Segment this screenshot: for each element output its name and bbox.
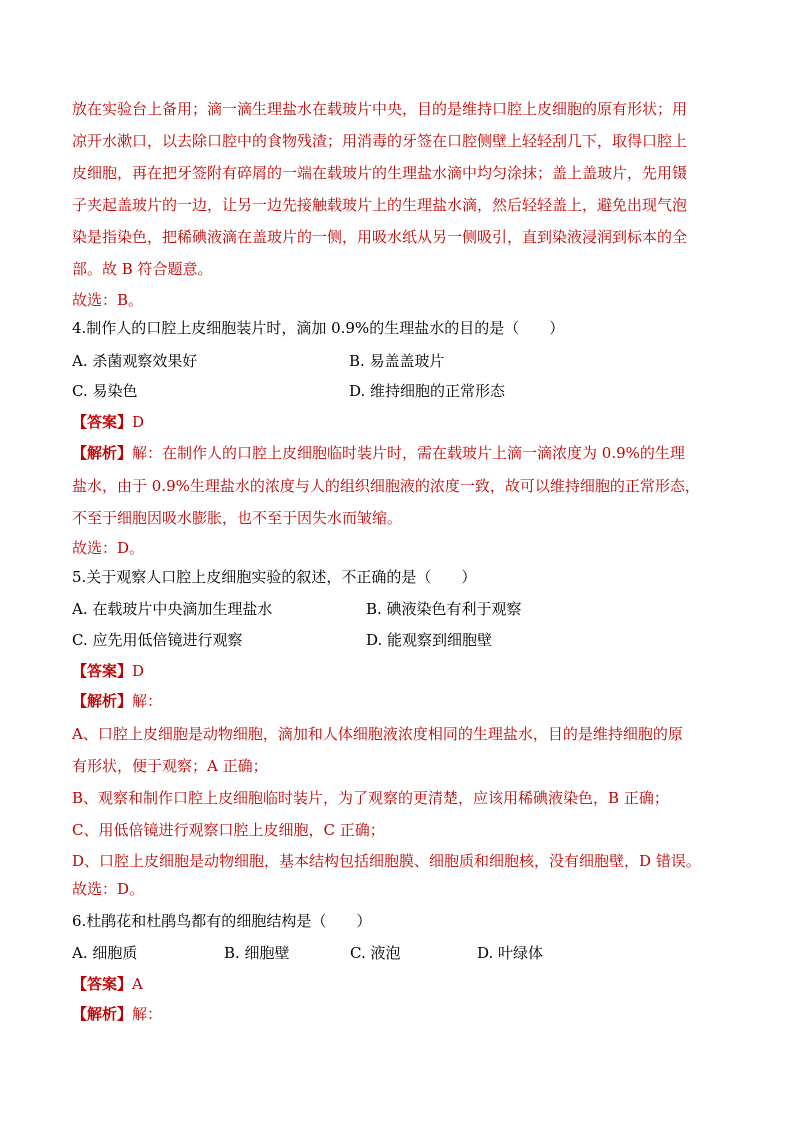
q5-analysis-head	[72, 691, 162, 711]
q5-analysis-tag: 【解析】	[72, 692, 133, 710]
q6-analysis-head	[72, 1004, 162, 1024]
q6-analysis-tag: 【解析】	[72, 1005, 133, 1023]
q5-option-a: A. 在载玻片中央滴加生理盐水	[72, 600, 273, 618]
q5-stem: 5.关于观察人口腔上皮细胞实验的叙述，不正确的是（ ）	[72, 568, 477, 586]
intro-line-5: 染是指染色，把稀碘液滴在盖玻片的一侧，用吸水纸从另一侧吸引，直到染液浸润到标本的全	[72, 228, 688, 246]
intro-line-2: 凉开水漱口，以去除口腔中的食物残渣；用消毒的牙签在口腔侧壁上轻轻刮几下，取得口腔上	[72, 132, 688, 150]
q5-analysis-line-5: D、口腔上皮细胞是动物细胞，基本结构包括细胞膜、细胞质和细胞核，没有细胞壁，D 错误。	[72, 852, 701, 870]
intro-line-3: 皮细胞，再在把牙签附有碎屑的一端在载玻片的生理盐水滴中均匀涂抹；盖上盖玻片，先用镊	[72, 164, 688, 182]
q5-select: 故选：D。	[72, 880, 145, 898]
q4-option-a: A. 杀菌观察效果好	[72, 352, 198, 370]
q6-stem: 6.杜鹃花和杜鹃鸟都有的细胞结构是（ ）	[72, 912, 372, 930]
intro-select: 故选：B。	[72, 291, 144, 309]
q5-answer-value: D	[132, 662, 145, 680]
intro-line-1: 放在实验台上备用；滴一滴生理盐水在载玻片中央，目的是维持口腔上皮细胞的原有形状；用	[72, 100, 688, 118]
q4-answer-value: D	[132, 413, 145, 431]
q4-analysis-tag: 【解析】	[72, 444, 133, 462]
q5-analysis-lead: 解：	[132, 692, 163, 710]
q6-option-c: C. 液泡	[350, 944, 401, 962]
q4-analysis-line-2: 盐水，由于 0.9%生理盐水的浓度与人的组织细胞液的浓度一致，故可以维持细胞的正常形态，	[72, 477, 700, 495]
q4-select: 故选：D。	[72, 539, 145, 557]
q5-answer	[72, 661, 144, 681]
q6-answer-value: A	[132, 975, 143, 993]
q4-option-d: D. 维持细胞的正常形态	[349, 382, 506, 400]
q6-answer	[72, 974, 143, 994]
q6-option-b: B. 细胞壁	[224, 944, 290, 962]
q4-stem: 4.制作人的口腔上皮细胞装片时，滴加 0.9%的生理盐水的目的是（ ）	[72, 319, 565, 337]
q4-answer	[72, 412, 144, 432]
q5-analysis-line-3: B、观察和制作口腔上皮细胞临时装片，为了观察的更清楚，应该用稀碘液染色，B 正确；	[72, 789, 669, 807]
intro-line-4: 子夹起盖玻片的一边，让另一边先接触载玻片上的生理盐水滴，然后轻轻盖上，避免出现气泡	[72, 196, 688, 214]
q6-analysis-lead: 解：	[132, 1005, 163, 1023]
q4-option-c: C. 易染色	[72, 382, 138, 400]
q4-analysis-line-3: 不至于细胞因吸水膨胀，也不至于因失水而皱缩。	[72, 509, 403, 527]
q5-analysis-line-2: 有形状，便于观察；A 正确；	[72, 757, 268, 775]
q5-option-b: B. 碘液染色有利于观察	[366, 600, 522, 618]
q6-answer-tag: 【答案】	[72, 975, 133, 993]
q4-answer-tag: 【答案】	[72, 413, 133, 431]
q5-analysis-line-1: A、口腔上皮细胞是动物细胞，滴加和人体细胞液浓度相同的生理盐水，目的是维持细胞的原	[72, 725, 683, 743]
q5-analysis-line-4: C、用低倍镜进行观察口腔上皮细胞，C 正确；	[72, 821, 385, 839]
q6-option-d: D. 叶绿体	[477, 944, 544, 962]
q4-analysis-text-1: 解：在制作人的口腔上皮细胞临时装片时，需在载玻片上滴一滴浓度为 0.9%的生理	[132, 444, 685, 462]
q6-option-a: A. 细胞质	[72, 944, 138, 962]
q5-option-c: C. 应先用低倍镜进行观察	[72, 631, 243, 649]
q5-answer-tag: 【答案】	[72, 662, 133, 680]
q4-analysis-line-1	[72, 443, 685, 463]
q4-option-b: B. 易盖盖玻片	[349, 352, 445, 370]
intro-line-6: 部。故 B 符合题意。	[72, 260, 213, 278]
q5-option-d: D. 能观察到细胞壁	[366, 631, 493, 649]
